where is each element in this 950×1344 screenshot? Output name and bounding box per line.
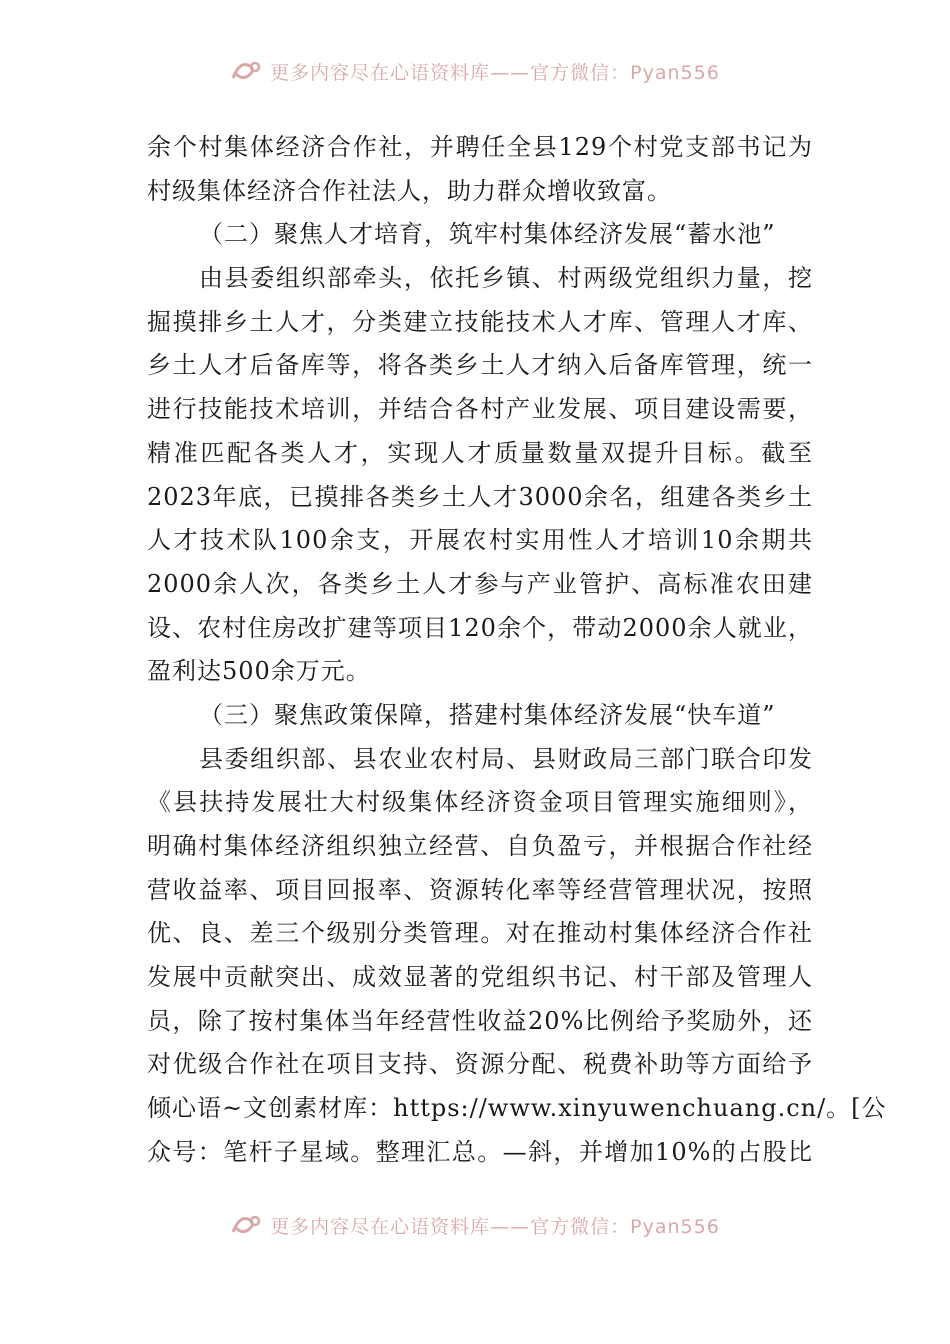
text-line: 盈利达500余万元。 bbox=[147, 657, 371, 686]
text-line: 进行技能技术培训，并结合各村产业发展、项目建设需要， bbox=[147, 395, 813, 424]
text-line: 精准匹配各类人才，实现人才质量数量双提升目标。截至 bbox=[147, 438, 813, 467]
text-line: 员，除了按村集体当年经营性收益20%比例给予奖励外，还 bbox=[147, 1006, 813, 1035]
text-line: 村级集体经济合作社法人，助力群众增收致富。 bbox=[147, 176, 672, 205]
text-line: 对优级合作社在项目支持、资源分配、税费补助等方面给予 bbox=[147, 1050, 813, 1079]
watermark-logo-icon bbox=[230, 58, 264, 89]
text-line: 人才技术队100余支，开展农村实用性人才培训10余期共 bbox=[147, 526, 813, 555]
text-line: 县委组织部、县农业农村局、县财政局三部门联合印发 bbox=[199, 744, 813, 773]
text-line: 设、农村住房改扩建等项目120余个，带动2000余人就业， bbox=[147, 613, 813, 642]
text-line: 2000余人次，各类乡土人才参与产业管护、高标准农田建 bbox=[147, 569, 813, 598]
text-line: 发展中贡献突出、成效显著的党组织书记、村干部及管理人 bbox=[147, 963, 813, 992]
text-line: 营收益率、项目回报率、资源转化率等经营管理状况，按照 bbox=[147, 875, 813, 904]
section-heading: （三）聚焦政策保障，搭建村集体经济发展“快车道” bbox=[199, 700, 776, 729]
text-line: 优、良、差三个级别分类管理。对在推动村集体经济合作社 bbox=[147, 919, 813, 948]
text-line: 《县扶持发展壮大村级集体经济资金项目管理实施细则》， bbox=[147, 788, 813, 817]
text-line: 余个村集体经济合作社，并聘任全县129个村党支部书记为 bbox=[147, 133, 813, 161]
document-body bbox=[147, 126, 887, 1175]
watermark-text: 更多内容尽在心语资料库——官方微信：Pyan556 bbox=[270, 1216, 720, 1238]
watermark-logo-icon bbox=[230, 1212, 264, 1243]
text-line: 2023年底，已摸排各类乡土人才3000余名，组建各类乡土 bbox=[147, 482, 813, 511]
watermark-text: 更多内容尽在心语资料库——官方微信：Pyan556 bbox=[270, 62, 720, 84]
text-line: 倾心语~文创素材库：https://www.xinyuwenchuang.cn/。[公 bbox=[147, 1094, 887, 1123]
text-line: 掘摸排乡土人才，分类建立技能技术人才库、管理人才库、 bbox=[147, 307, 813, 336]
text-line: 明确村集体经济组织独立经营、自负盈亏，并根据合作社经 bbox=[147, 832, 813, 860]
text-line: 由县委组织部牵头，依托乡镇、村两级党组织力量，挖 bbox=[199, 264, 813, 293]
text-line: 众号：笔杆子星域。整理汇总。—斜，并增加10%的占股比 bbox=[147, 1137, 813, 1166]
footer-watermark bbox=[0, 1212, 950, 1243]
header-watermark bbox=[0, 58, 950, 89]
section-heading: （二）聚焦人才培育，筑牢村集体经济发展“蓄水池” bbox=[199, 220, 776, 249]
text-line: 乡土人才后备库等，将各类乡土人才纳入后备库管理，统一 bbox=[147, 351, 813, 380]
